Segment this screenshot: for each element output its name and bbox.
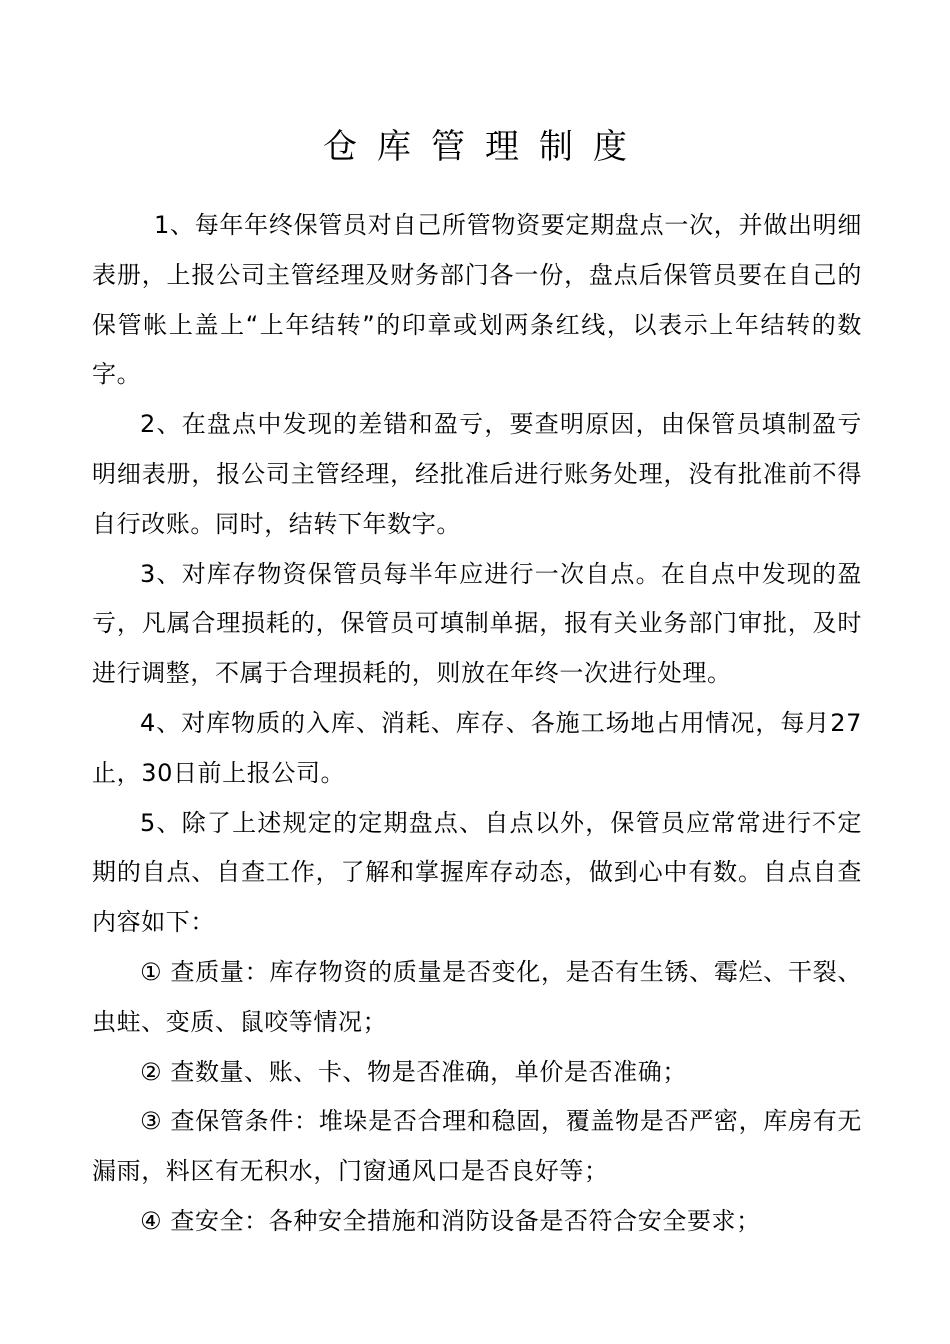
paragraph-3-semiannual-self-check: 3、对库存物资保管员每半年应进行一次自点。在自点中发现的盈亏，凡属合理损耗的，保管员可填制单据，报有关业务部门审批，及时进行调整，不属于合理损耗的，则放在年终一次进行处理。 — [92, 559, 862, 688]
document-title: 仓库管理制度 — [323, 126, 647, 167]
checklist-item-storage-conditions: ③ 查保管条件：堆垛是否合理和稳固，覆盖物是否严密，库房有无漏雨，料区有无积水，门窗通风口是否良好等； — [92, 1107, 862, 1186]
paragraph-4-monthly-report: 4、对库物质的入库、消耗、库存、各施工场地占用情况，每月27止，30日前上报公司。 — [92, 708, 862, 787]
paragraph-2-discrepancy-handling: 2、在盘点中发现的差错和盈亏，要查明原因，由保管员填制盈亏明细表册，报公司主管经理，经批准后进行账务处理，没有批准前不得自行改账。同时，结转下年数字。 — [92, 410, 862, 538]
checklist-item-quantity: ② 查数量、账、卡、物是否准确，单价是否准确； — [140, 1057, 687, 1086]
checklist-item-safety: ④ 查安全：各种安全措施和消防设备是否符合安全要求； — [140, 1206, 761, 1235]
document-body — [92, 201, 862, 1247]
paragraph-5-irregular-self-check: 5、除了上述规定的定期盘点、自点以外，保管员应常常进行不定期的自点、自查工作，了解和掌握库存动态，做到心中有数。自点自查内容如下： — [92, 808, 862, 937]
paragraph-1-annual-inventory: 1、每年年终保管员对自己所管物资要定期盘点一次，并做出明细表册，上报公司主管经理及财务部门各一份，盘点后保管员要在自己的保管帐上盖上“上年结转”的印章或划两条红线，以表示上年结转的数字。 — [92, 211, 862, 389]
checklist-item-quality: ① 查质量：库存物资的质量是否变化，是否有生锈、霉烂、干裂、虫蛀、变质、鼠咬等情况； — [92, 957, 862, 1036]
